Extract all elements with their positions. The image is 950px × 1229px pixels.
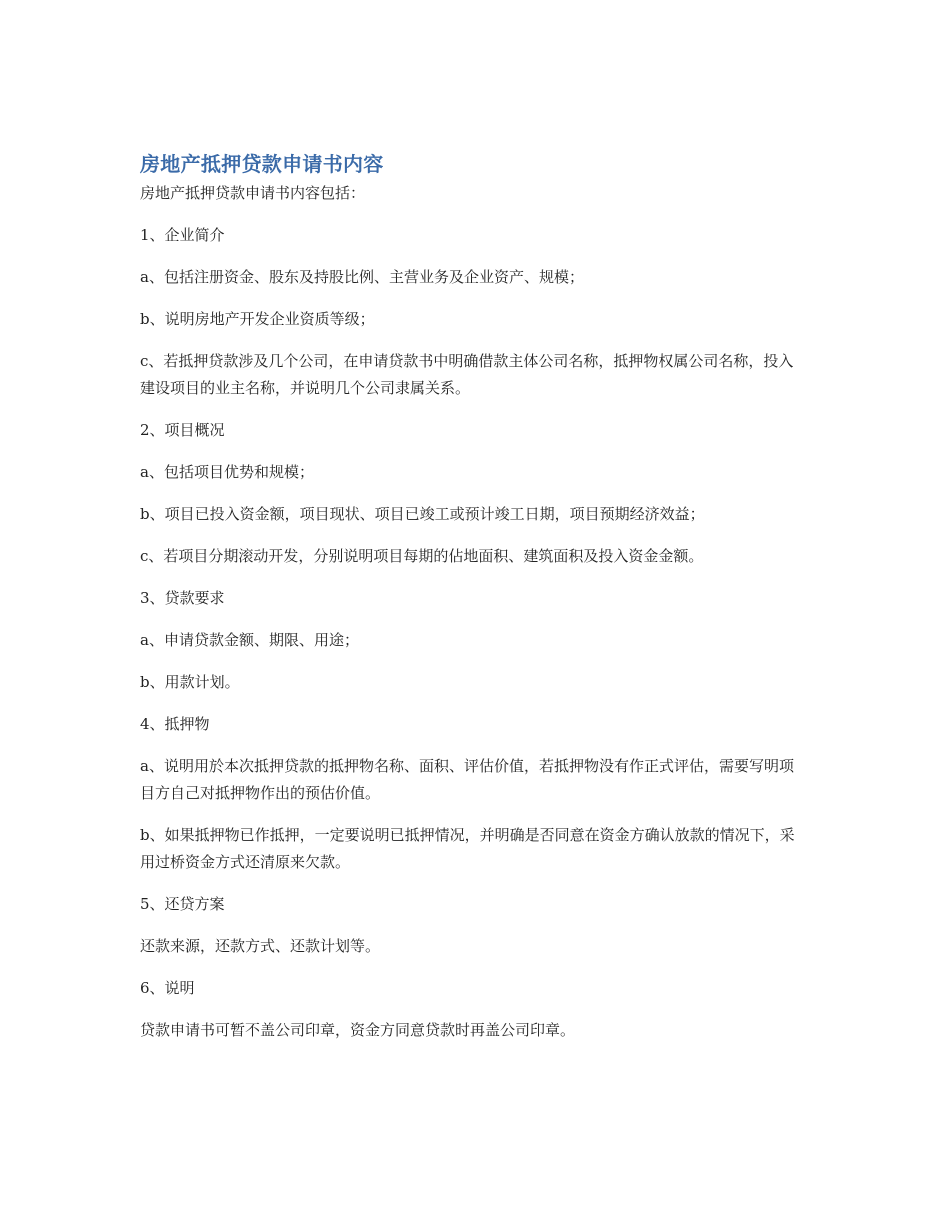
list-item: 贷款申请书可暂不盖公司印章，资金方同意贷款时再盖公司印章。 [140, 1021, 576, 1039]
list-item: b、如果抵押物已作抵押，一定要说明已抵押情况，并明确是否同意在资金方确认放款的情况下，采用过桥资金方式还清原来欠款。 [140, 826, 795, 871]
list-item: a、包括项目优势和规模； [140, 463, 314, 481]
list-item: b、说明房地产开发企业资质等级； [140, 310, 375, 328]
section-heading-project-overview: 2、项目概况 [140, 421, 225, 439]
section-heading-notes: 6、说明 [140, 979, 195, 997]
intro-paragraph: 房地产抵押贷款申请书内容包括： [140, 184, 366, 202]
list-item: a、说明用於本次抵押贷款的抵押物名称、面积、评估价值，若抵押物没有作正式评估，需要写明项目方自己对抵押物作出的预估价值。 [140, 757, 794, 802]
list-item: a、申请贷款金额、期限、用途； [140, 631, 359, 649]
section-heading-repayment-plan: 5、还贷方案 [140, 895, 225, 913]
list-item: b、项目已投入资金额，项目现状、项目已竣工或预计竣工日期，项目预期经济效益； [140, 505, 705, 523]
document-title: 房地产抵押贷款申请书内容 [140, 152, 384, 176]
document-page [140, 150, 805, 1059]
section-heading-company-profile: 1、企业简介 [140, 226, 225, 244]
list-item: c、若项目分期滚动开发，分别说明项目每期的佔地面积、建筑面积及投入资金金额。 [140, 547, 704, 565]
section-heading-collateral: 4、抵押物 [140, 715, 210, 733]
list-item: 还款来源，还款方式、还款计划等。 [140, 937, 381, 955]
list-item: c、若抵押贷款涉及几个公司，在申请贷款书中明确借款主体公司名称，抵押物权属公司名称，投入建设项目的业主名称，并说明几个公司隶属关系。 [140, 352, 794, 397]
list-item: a、包括注册资金、股东及持股比例、主营业务及企业资产、规模； [140, 268, 584, 286]
section-heading-loan-requirements: 3、贷款要求 [140, 589, 225, 607]
list-item: b、用款计划。 [140, 673, 240, 691]
